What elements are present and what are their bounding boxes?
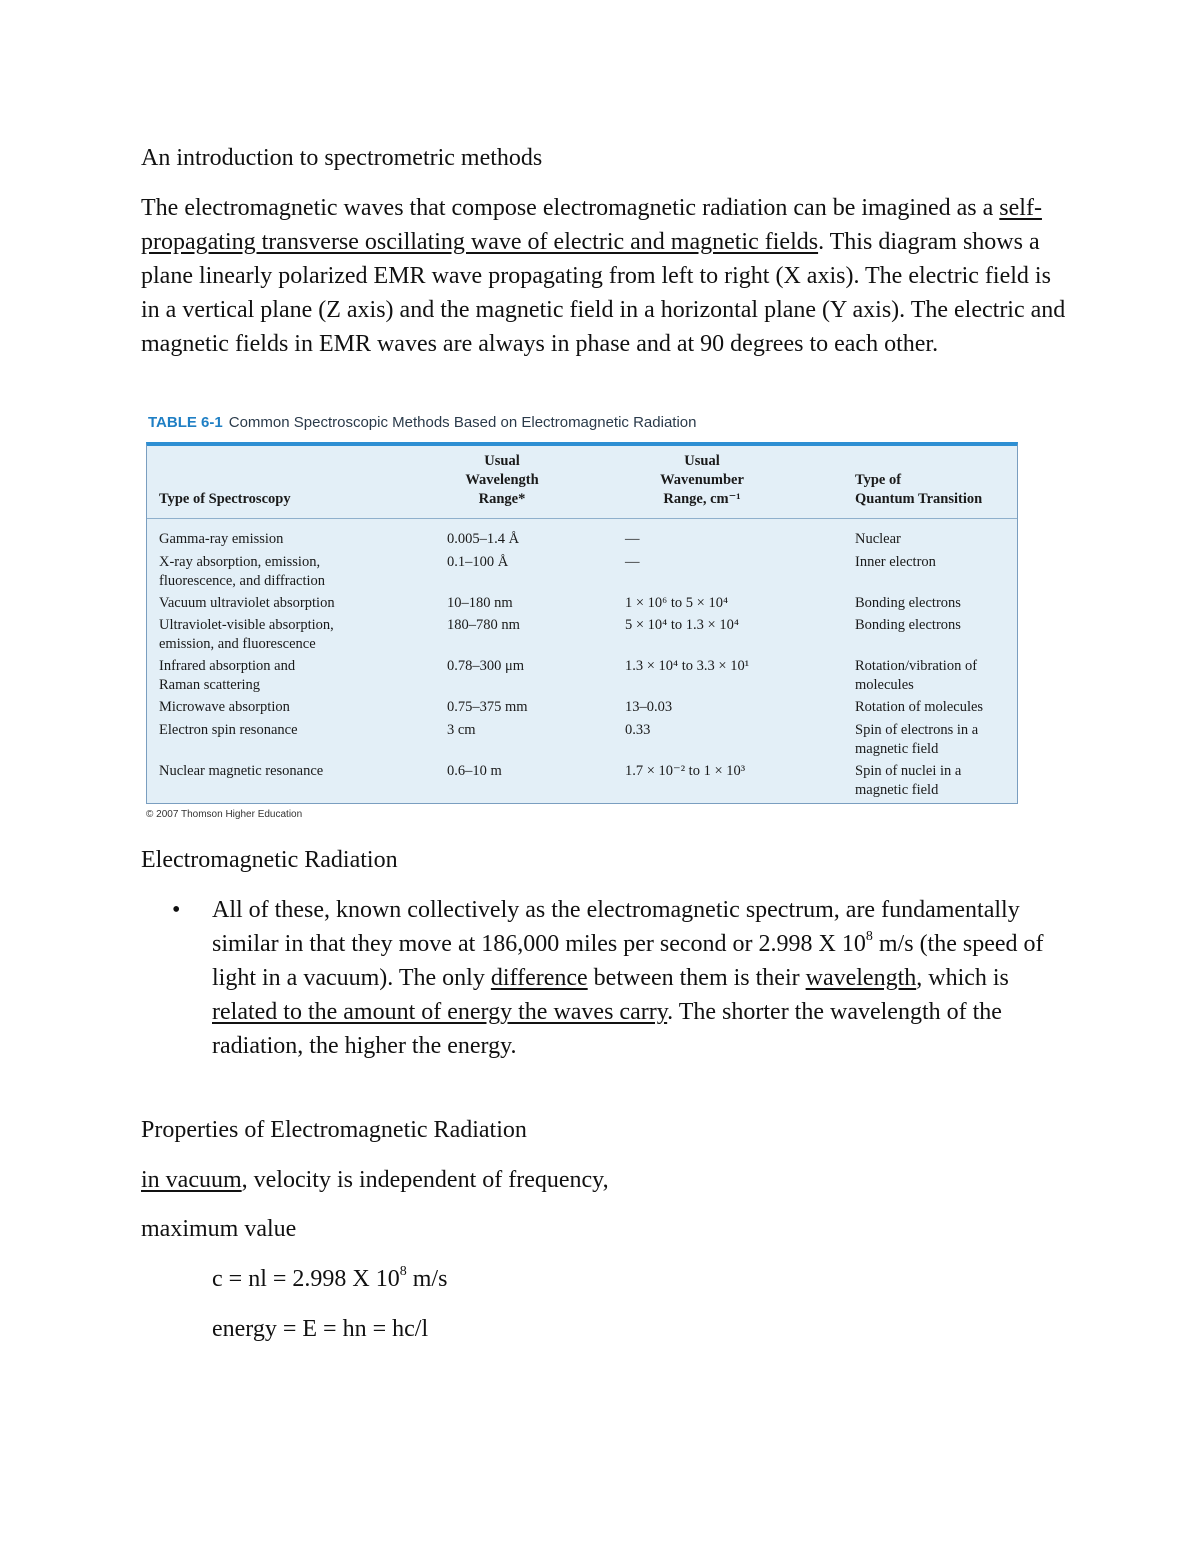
header-wavenumber-1: Usual bbox=[684, 453, 720, 469]
header-wavenumber-3: Range, cm⁻¹ bbox=[663, 491, 741, 507]
cell-transition-line: magnetic field bbox=[855, 782, 939, 798]
cell-transition-line: Spin of electrons in a bbox=[855, 722, 979, 738]
cell-type-line: X-ray absorption, emission, bbox=[159, 554, 321, 570]
cell-wavelength: 180–780 nm bbox=[447, 617, 520, 633]
eq1-sup: 8 bbox=[399, 1264, 407, 1279]
bullet-text-2: m/s (the speed of light in a vacuum). The only bbox=[212, 931, 1044, 991]
doc-title: An introduction to spectrometric methods bbox=[141, 145, 543, 171]
cell-transition-line: Bonding electrons bbox=[855, 617, 961, 633]
eq1-text: c = nl = 2.998 X 10 bbox=[212, 1266, 400, 1292]
intro-text-2: . This diagram shows a plane linearly polarized EMR wave propagating from left to right (X axis). The electric field is in a vertical plane (Z axis) and the magnetic field in a horizontal plane (Y axis). The electric and magnetic fields in EMR waves are always in phase and at 90 degrees to each other. bbox=[141, 229, 1066, 357]
cell-transition bbox=[855, 594, 1015, 613]
cell-wavenumber: 1.7 × 10⁻² to 1 × 10³ bbox=[625, 763, 746, 779]
cell-wavenumber: — bbox=[625, 531, 640, 547]
cell-wavelength: 0.005–1.4 Å bbox=[447, 531, 520, 547]
cell-type-line: Raman scattering bbox=[159, 677, 261, 693]
cell-type-line: Nuclear magnetic resonance bbox=[159, 763, 324, 779]
table-caption-text: Common Spectroscopic Methods Based on Electromagnetic Radiation bbox=[228, 414, 697, 431]
cell-wavenumber: 0.33 bbox=[625, 722, 651, 738]
bullet-underline-difference: difference bbox=[490, 965, 588, 991]
header-wavelength-2: Wavelength bbox=[465, 472, 539, 488]
bullet-underline-energy: related to the amount of energy the waves carry bbox=[212, 999, 668, 1025]
cell-transition-line: Rotation/vibration of bbox=[855, 658, 978, 674]
cell-type bbox=[159, 657, 429, 695]
table-header bbox=[147, 446, 1017, 519]
header-wavelength-1: Usual bbox=[484, 453, 520, 469]
cell-type-line: Gamma-ray emission bbox=[159, 531, 284, 547]
intro-text-1: The electromagnetic waves that compose electromagnetic radiation can be imagined as a bbox=[141, 195, 1000, 221]
cell-transition bbox=[855, 698, 1015, 717]
cell-type bbox=[159, 616, 429, 654]
cell-transition-line: molecules bbox=[855, 677, 914, 693]
max-value-line: maximum value bbox=[141, 1216, 297, 1242]
intro-paragraph bbox=[141, 191, 1071, 361]
cell-type-line: Infrared absorption and bbox=[159, 658, 296, 674]
bullet-underline-wavelength: wavelength bbox=[805, 965, 917, 991]
bullet-text-5: . The shorter the wavelength of the radiation, the higher the energy. bbox=[212, 999, 1002, 1059]
header-wavenumber-2: Wavenumber bbox=[660, 472, 744, 488]
bullet-paragraph bbox=[212, 893, 1052, 1063]
cell-wavelength: 0.75–375 mm bbox=[447, 699, 528, 715]
cell-wavenumber: 13–0.03 bbox=[625, 699, 673, 715]
table-caption bbox=[148, 414, 696, 431]
cell-type-line: Vacuum ultraviolet absorption bbox=[159, 595, 335, 611]
cell-type bbox=[159, 762, 429, 781]
cell-transition bbox=[855, 530, 1015, 549]
cell-wavenumber: — bbox=[625, 554, 640, 570]
cell-type-line: Ultraviolet-visible absorption, bbox=[159, 617, 334, 633]
table-tag: TABLE 6-1 bbox=[148, 414, 223, 431]
cell-transition-line: magnetic field bbox=[855, 741, 939, 757]
cell-transition bbox=[855, 553, 1015, 572]
equation-energy: energy = E = hn = hc/l bbox=[212, 1316, 429, 1342]
header-transition bbox=[855, 471, 1015, 509]
cell-type-line: fluorescence, and diffraction bbox=[159, 573, 325, 589]
cell-type-line: emission, and fluorescence bbox=[159, 636, 316, 652]
cell-wavelength: 3 cm bbox=[447, 722, 476, 738]
cell-transition-line: Spin of nuclei in a bbox=[855, 763, 962, 779]
cell-type bbox=[159, 553, 429, 591]
cell-type-line: Microwave absorption bbox=[159, 699, 290, 715]
cell-wavenumber: 1 × 10⁶ to 5 × 10⁴ bbox=[625, 595, 728, 611]
header-transition-1: Type of bbox=[855, 472, 902, 488]
cell-transition bbox=[855, 762, 1015, 800]
section-title-emr: Electromagnetic Radiation bbox=[141, 847, 398, 873]
cell-type bbox=[159, 698, 429, 717]
equation-speed bbox=[212, 1262, 1142, 1296]
section-title-properties: Properties of Electromagnetic Radiation bbox=[141, 1117, 527, 1143]
bullet-sup: 8 bbox=[865, 929, 873, 944]
table-credit: © 2007 Thomson Higher Education bbox=[146, 809, 303, 820]
cell-wavenumber: 5 × 10⁴ to 1.3 × 10⁴ bbox=[625, 617, 739, 633]
cell-transition-line: Rotation of molecules bbox=[855, 699, 984, 715]
cell-transition bbox=[855, 616, 1015, 635]
spectroscopy-table bbox=[146, 442, 1018, 804]
header-transition-2: Quantum Transition bbox=[855, 491, 983, 507]
vacuum-line bbox=[141, 1163, 1071, 1197]
vacuum-underlined: in vacuum bbox=[141, 1167, 242, 1193]
vacuum-text: , velocity is independent of frequency, bbox=[241, 1167, 609, 1193]
header-type: Type of Spectroscopy bbox=[159, 491, 291, 507]
cell-transition-line: Bonding electrons bbox=[855, 595, 961, 611]
cell-type bbox=[159, 530, 429, 549]
eq1-unit: m/s bbox=[406, 1266, 448, 1292]
cell-type-line: Electron spin resonance bbox=[159, 722, 298, 738]
cell-wavelength: 0.6–10 m bbox=[447, 763, 502, 779]
cell-type bbox=[159, 721, 429, 740]
cell-wavelength: 10–180 nm bbox=[447, 595, 513, 611]
bullet-marker: • bbox=[172, 897, 181, 923]
bullet-text-1: All of these, known collectively as the electromagnetic spectrum, are fundamentally similar in that they move at 186,000 miles per second or 2.998 X 10 bbox=[212, 897, 1020, 957]
header-wavelength-3: Range* bbox=[478, 491, 526, 507]
cell-transition-line: Inner electron bbox=[855, 554, 936, 570]
cell-wavelength: 0.78–300 μm bbox=[447, 658, 525, 674]
cell-wavenumber: 1.3 × 10⁴ to 3.3 × 10¹ bbox=[625, 658, 750, 674]
cell-wavelength: 0.1–100 Å bbox=[447, 554, 509, 570]
spectroscopy-table-figure bbox=[146, 410, 1026, 824]
cell-transition-line: Nuclear bbox=[855, 531, 901, 547]
cell-transition bbox=[855, 721, 1015, 759]
intro-underlined: self-propagating transverse oscillating wave of electric and magnetic fields bbox=[141, 195, 1042, 255]
cell-transition bbox=[855, 657, 1015, 695]
header-wavenumber bbox=[647, 452, 757, 509]
cell-type bbox=[159, 594, 429, 613]
bullet-text-4: , which is bbox=[916, 965, 1009, 991]
header-wavelength bbox=[447, 452, 557, 509]
bullet-text-3: between them is their bbox=[587, 965, 806, 991]
